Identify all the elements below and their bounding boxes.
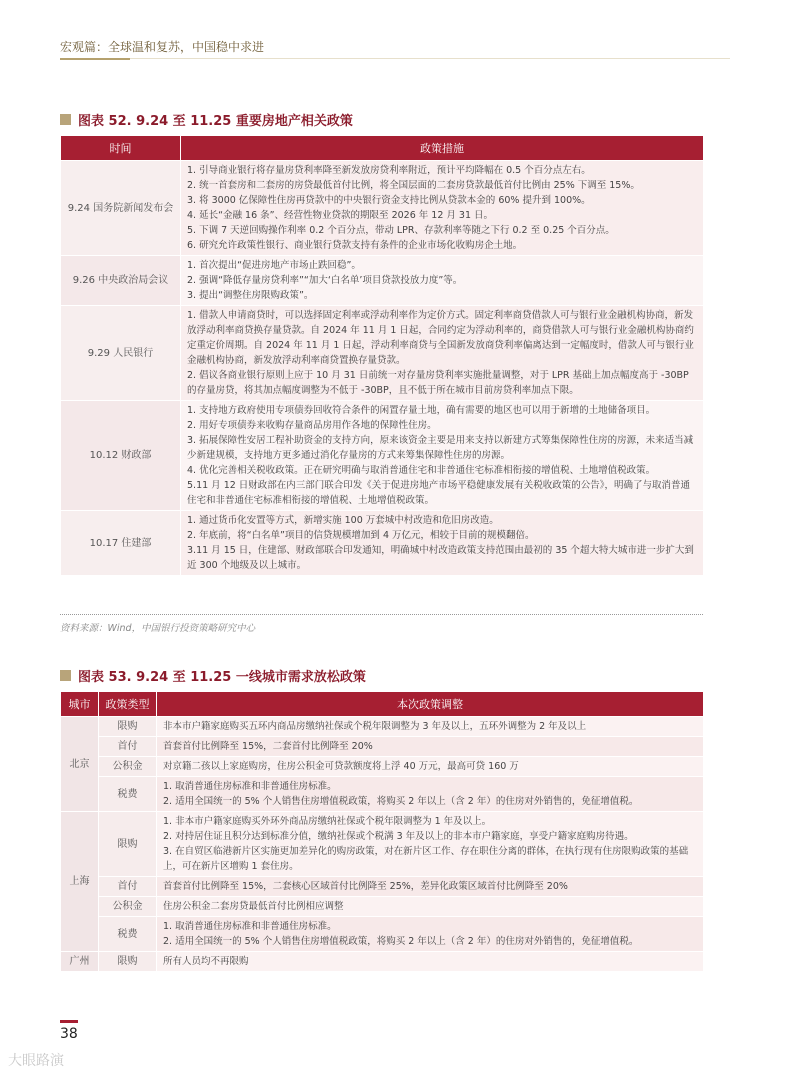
dotted-divider <box>60 614 703 615</box>
policy-measures <box>181 256 704 306</box>
policy-line: 2. 适用全国统一的 5% 个人销售住房增值税政策，将购买 2 年以上（含 2 年）的住房对外销售的，免征增值税。 <box>163 936 639 947</box>
policy-line: 2. 适用全国统一的 5% 个人销售住房增值税政策，将购买 2 年以上（含 2 年）的住房对外销售的，免征增值税。 <box>163 796 639 807</box>
policy-line: 5. 下调 7 天逆回购操作利率 0.2 个百分点，带动 LPR、存款利率等随之下行 0.2 至 0.25 个百分点。 <box>187 225 615 236</box>
figure-52-title <box>60 110 353 129</box>
policy-line: 1. 借款人申请商贷时，可以选择固定利率或浮动利率作为定价方式。固定利率商贷借款人可与银行业金融机构协商，新发放浮动利率商贷换存量贷款。自 2024 年 11 月 1 日起，合同约定为浮动利率的，商贷借款人可与银行业金融机构协商约定重定价周期。自 2024 年 11 月 1 日起，浮动利率商贷与全国新发放商贷利率偏离达到一定幅度时，借款人可与银行业金融机构协商，新发放浮动利率商贷置换存量贷款。 <box>187 310 694 366</box>
table-row <box>61 306 704 401</box>
column-header-type: 政策类型 <box>99 692 157 717</box>
policy-type-cell: 公积金 <box>99 897 157 917</box>
policy-adjustment-cell <box>157 952 704 972</box>
policy-line: 2. 强调“降低存量房贷利率”“加大‘白名单’项目贷款投放力度”等。 <box>187 275 463 286</box>
policy-adjustment-cell <box>157 917 704 952</box>
table-row <box>61 401 704 511</box>
table-row <box>61 877 704 897</box>
table-row <box>61 757 704 777</box>
policy-measures <box>181 161 704 256</box>
policy-line: 所有人员均不再限购 <box>163 956 249 967</box>
policy-line: 1. 取消普通住房标准和非普通住房标准。 <box>163 921 337 932</box>
policy-line: 4. 延长“金融 16 条”、经营性物业贷款的期限至 2026 年 12 月 31 日。 <box>187 210 494 221</box>
policy-adjustment-cell <box>157 812 704 877</box>
page-number-bar <box>60 1020 78 1023</box>
policy-line: 对京籍二孩以上家庭购房，住房公积金可贷款额度将上浮 40 万元，最高可贷 160 万 <box>163 761 519 772</box>
policy-line: 3. 拓展保障性安居工程补助资金的支持方向，原来该资金主要是用来支持以新建方式筹集保障性住房的房源，未来适当减少新建规模，支持地方更多通过消化存量房的方式来筹集保障性住房的房源。 <box>187 435 694 461</box>
table-row <box>61 256 704 306</box>
column-header-city: 城市 <box>61 692 99 717</box>
city-cell: 广州 <box>61 952 99 972</box>
policy-measures <box>181 306 704 401</box>
policy-line: 5.11 月 12 日财政部在内三部门联合印发《关于促进房地产市场平稳健康发展有关税收政策的公告》，明确了与取消普通住宅和非普通住宅标准相衔接的增值税、土地增值税政策。 <box>187 480 691 506</box>
policy-type-cell: 限购 <box>99 812 157 877</box>
table-row <box>61 917 704 952</box>
policy-table-53 <box>60 691 704 972</box>
table-row <box>61 897 704 917</box>
policy-date: 9.29 人民银行 <box>61 306 181 401</box>
policy-line: 2. 对持居住证且积分达到标准分值，缴纳社保或个税满 3 年及以上的非本市户籍家庭，享受户籍家庭购房待遇。 <box>163 831 634 842</box>
policy-adjustment-cell <box>157 717 704 737</box>
policy-line: 住房公积金二套房贷最低首付比例相应调整 <box>163 901 344 912</box>
policy-line: 3. 将 3000 亿保障性住房再贷款中的中央银行资金支持比例从贷款本金的 60% 提升到 100%。 <box>187 195 591 206</box>
column-header-adjust: 本次政策调整 <box>157 692 704 717</box>
policy-date: 10.17 住建部 <box>61 511 181 576</box>
policy-measures <box>181 511 704 576</box>
policy-type-cell: 限购 <box>99 717 157 737</box>
policy-line: 1. 取消普通住房标准和非普通住房标准。 <box>163 781 337 792</box>
figure-52-title-text: 图表 52. 9.24 至 11.25 重要房地产相关政策 <box>78 114 353 129</box>
policy-adjustment-cell <box>157 777 704 812</box>
policy-line: 4. 优化完善相关税收政策。正在研究明确与取消普通住宅和非普通住宅标准相衔接的增值税、土地增值税政策。 <box>187 465 656 476</box>
policy-date: 9.24 国务院新闻发布会 <box>61 161 181 256</box>
policy-type-cell: 首付 <box>99 737 157 757</box>
policy-line: 1. 首次提出“促进房地产市场止跌回稳”。 <box>187 260 361 271</box>
policy-line: 非本市户籍家庭购买五环内商品房缴纳社保或个税年限调整为 3 年及以上，五环外调整为 2 年及以上 <box>163 721 587 732</box>
column-header-time: 时间 <box>61 136 181 161</box>
policy-line: 3. 提出“调整住房限购政策”。 <box>187 290 314 301</box>
table-row <box>61 812 704 877</box>
policy-table-52 <box>60 135 704 576</box>
policy-line: 1. 支持地方政府使用专项债券回收符合条件的闲置存量土地，确有需要的地区也可以用于新增的土地储备项目。 <box>187 405 656 416</box>
policy-line: 2. 用好专项债券来收购存量商品房用作各地的保障性住房。 <box>187 420 437 431</box>
city-cell: 北京 <box>61 717 99 812</box>
policy-type-cell: 税费 <box>99 777 157 812</box>
policy-type-cell: 限购 <box>99 952 157 972</box>
policy-measures <box>181 401 704 511</box>
policy-line: 1. 非本市户籍家庭购买外环外商品房缴纳社保或个税年限调整为 1 年及以上。 <box>163 816 492 827</box>
policy-adjustment-cell <box>157 757 704 777</box>
table-row <box>61 777 704 812</box>
policy-type-cell: 公积金 <box>99 757 157 777</box>
city-cell: 上海 <box>61 812 99 952</box>
header-rule-light <box>130 58 730 59</box>
square-bullet-icon <box>60 114 71 125</box>
header-rule <box>60 58 130 60</box>
source-note: 资料来源：Wind，中国银行投资策略研究中心 <box>60 623 256 634</box>
policy-line: 首套首付比例降至 15%，二套首付比例降至 20% <box>163 741 373 752</box>
table-row <box>61 511 704 576</box>
figure-53-title-text: 图表 53. 9.24 至 11.25 一线城市需求放松政策 <box>78 670 366 685</box>
table-row <box>61 717 704 737</box>
square-bullet-icon <box>60 670 71 681</box>
table-row <box>61 161 704 256</box>
policy-type-cell: 税费 <box>99 917 157 952</box>
column-header-policy: 政策措施 <box>181 136 704 161</box>
table-row <box>61 737 704 757</box>
page-number: 38 <box>60 1026 78 1042</box>
policy-line: 3. 在自贸区临港新片区实施更加差异化的购房政策，对在新片区工作、存在职住分离的群体，在执行现有住房限购政策的基础上，可在新片区增购 1 套住房。 <box>163 846 689 872</box>
policy-line: 3.11 月 15 日，住建部、财政部联合印发通知，明确城中村改造政策支持范围由最初的 35 个超大特大城市进一步扩大到近 300 个地级及以上城市。 <box>187 545 694 571</box>
policy-date: 10.12 财政部 <box>61 401 181 511</box>
policy-type-cell: 首付 <box>99 877 157 897</box>
policy-line: 2. 年底前，将“白名单”项目的信贷规模增加到 4 万亿元，相较于目前的规模翻倍。 <box>187 530 535 541</box>
policy-line: 2. 倡议各商业银行原则上应于 10 月 31 日前统一对存量房贷利率实施批量调整，对于 LPR 基础上加点幅度高于 -30BP 的存量房贷，将其加点幅度调整为不低于 -30BP，且不低于所在城市目前房贷利率加点下限。 <box>187 370 689 396</box>
policy-adjustment-cell <box>157 737 704 757</box>
page-header-title: 宏观篇：全球温和复苏，中国稳中求进 <box>60 40 265 54</box>
policy-line: 2. 统一首套房和二套房的房贷最低首付比例，将全国层面的二套房贷款最低首付比例由 25% 下调至 15%。 <box>187 180 640 191</box>
figure-53-title <box>60 666 366 685</box>
policy-line: 1. 引导商业银行将存量房贷利率降至新发放房贷利率附近，预计平均降幅在 0.5 个百分点左右。 <box>187 165 591 176</box>
policy-adjustment-cell <box>157 897 704 917</box>
policy-line: 首套首付比例降至 15%，二套核心区域首付比例降至 25%，差异化政策区域首付比例降至 20% <box>163 881 568 892</box>
policy-line: 1. 通过货币化安置等方式，新增实施 100 万套城中村改造和危旧房改造。 <box>187 515 499 526</box>
policy-date: 9.26 中央政治局会议 <box>61 256 181 306</box>
table-row <box>61 952 704 972</box>
policy-adjustment-cell <box>157 877 704 897</box>
watermark-text: 大眼路演 <box>8 1053 64 1069</box>
policy-line: 6. 研究允许政策性银行、商业银行贷款支持有条件的企业市场化收购房企土地。 <box>187 240 523 251</box>
